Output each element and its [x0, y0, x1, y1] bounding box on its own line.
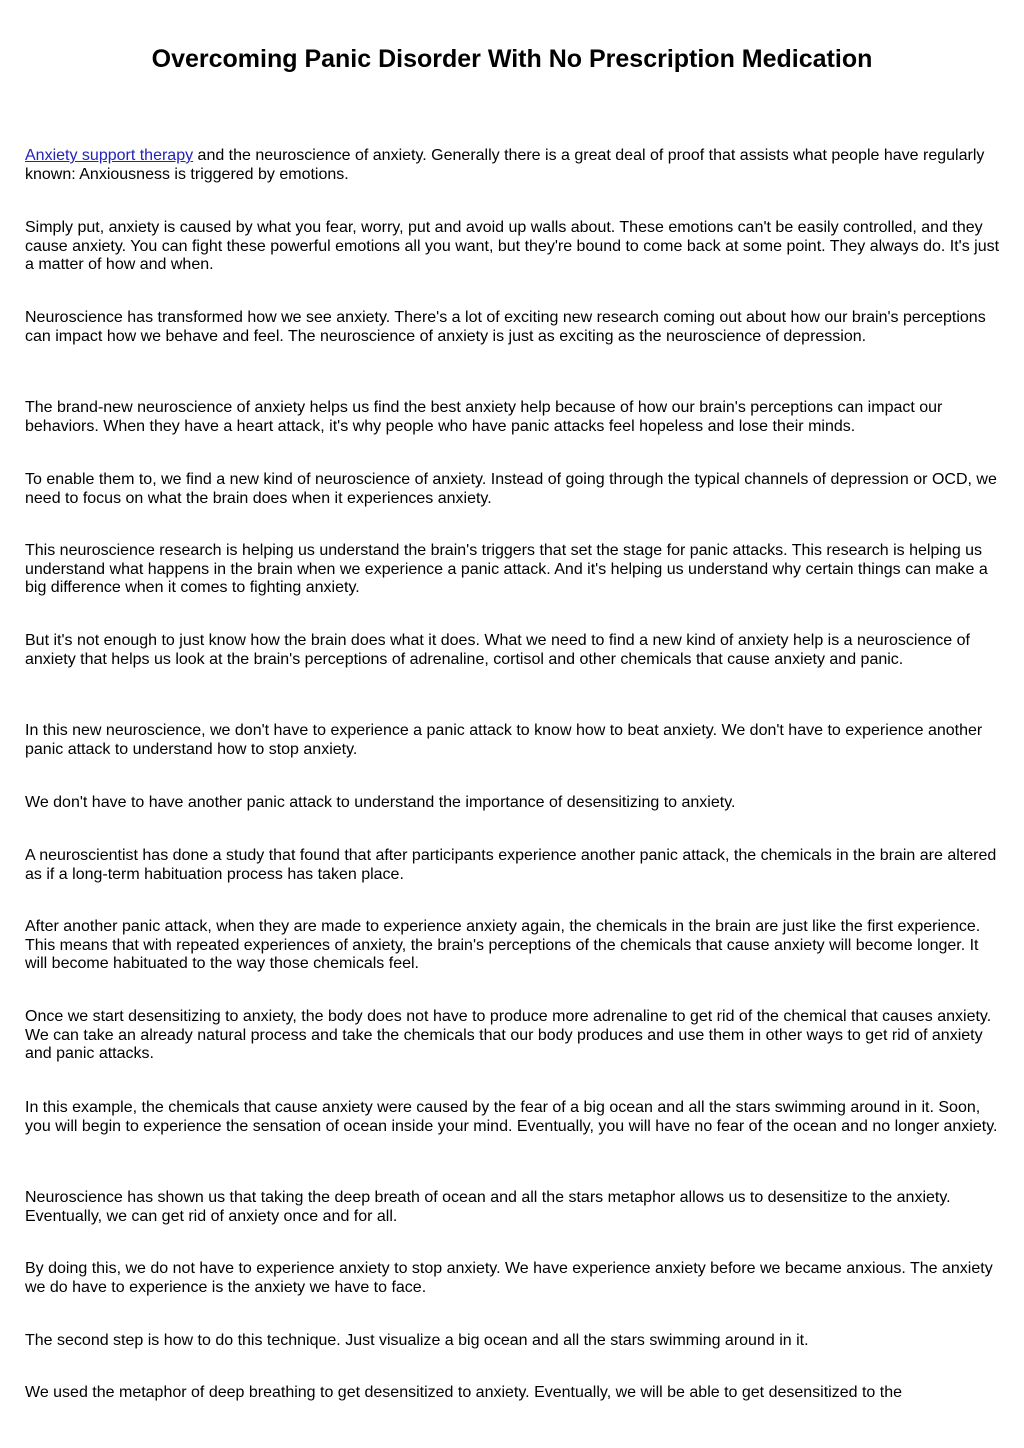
paragraph: In this new neuroscience, we don't have to experience a panic attack to know how to beat anxiety. We don't have to experience another panic attack to understand how to stop anxiety. [25, 722, 983, 758]
paragraph: Once we start desensitizing to anxiety, the body does not have to produce more adrenaline to get rid of the chemical that causes anxiety. We can take an already natural process and take the chemicals that our body produces and use them in other ways to get rid of anxiety and panic attacks. [25, 1008, 992, 1063]
paragraph: In this example, the chemicals that cause anxiety were caused by the fear of a big ocean and all the stars swimming around in it. Soon, you will begin to experience the sensation of ocean inside your mind. Eventually, you will have no fear of the ocean and no longer anxiety. [25, 1099, 998, 1135]
paragraph-intro [25, 147, 1005, 184]
paragraph: This neuroscience research is helping us understand the brain's triggers that set the stage for panic attacks. This research is helping us understand what happens in the brain when we experience a panic attack. And it's helping us understand why certain things can make a big difference when it comes to fighting anxiety. [25, 542, 988, 597]
paragraph: Neuroscience has shown us that taking the deep breath of ocean and all the stars metaphor allows us to desensitize to the anxiety. Eventually, we can get rid of anxiety once and for all. [25, 1189, 951, 1225]
paragraph: The brand-new neuroscience of anxiety helps us find the best anxiety help because of how our brain's perceptions can impact our behaviors. When they have a heart attack, it's why people who have panic attacks feel hopeless and lose their minds. [25, 399, 943, 435]
paragraph: To enable them to, we find a new kind of neuroscience of anxiety. Instead of going through the typical channels of depression or OCD, we need to focus on what the brain does when it experiences anxiety. [25, 471, 997, 507]
paragraph: A neuroscientist has done a study that found that after participants experience another panic attack, the chemicals in the brain are altered as if a long-term habituation process has taken place. [25, 847, 997, 883]
paragraph: We used the metaphor of deep breathing to get desensitized to anxiety. Eventually, we will be able to get desensitized to the [25, 1384, 902, 1401]
intro-text: and the neuroscience of anxiety. Generally there is a great deal of proof that assists what people have regularly known: Anxiousness is triggered by emotions. [25, 147, 985, 183]
paragraph: After another panic attack, when they are made to experience anxiety again, the chemicals in the brain are just like the first experience. This means that with repeated experiences of anxiety, the brain's perceptions of the chemicals that cause anxiety will become longer. It will become habituated to the way those chemicals feel. [25, 918, 981, 973]
paragraph: By doing this, we do not have to experience anxiety to stop anxiety. We have experience anxiety before we became anxious. The anxiety we do have to experience is the anxiety we have to face. [25, 1260, 993, 1296]
page-title: Overcoming Panic Disorder With No Prescription Medication [151, 45, 873, 73]
paragraph: The second step is how to do this technique. Just visualize a big ocean and all the stars swimming around in it. [25, 1332, 809, 1349]
paragraph: We don't have to have another panic attack to understand the importance of desensitizing to anxiety. [25, 794, 736, 811]
paragraph: Simply put, anxiety is caused by what you fear, worry, put and avoid up walls about. These emotions can't be easily controlled, and they cause anxiety. You can fight these powerful emotions all you want, but they're bound to come back at some point. They always do. It's just a matter of how and when. [25, 219, 1000, 274]
paragraph: But it's not enough to just know how the brain does what it does. What we need to find a new kind of anxiety help is a neuroscience of anxiety that helps us look at the brain's perceptions of adrenaline, cortisol and other chemicals that cause anxiety and panic. [25, 632, 970, 668]
anxiety-support-therapy-link[interactable]: Anxiety support therapy [25, 147, 194, 164]
paragraph: Neuroscience has transformed how we see anxiety. There's a lot of exciting new research coming out about how our brain's perceptions can impact how we behave and feel. The neuroscience of anxiety is just as exciting as the neuroscience of depression. [25, 309, 986, 345]
